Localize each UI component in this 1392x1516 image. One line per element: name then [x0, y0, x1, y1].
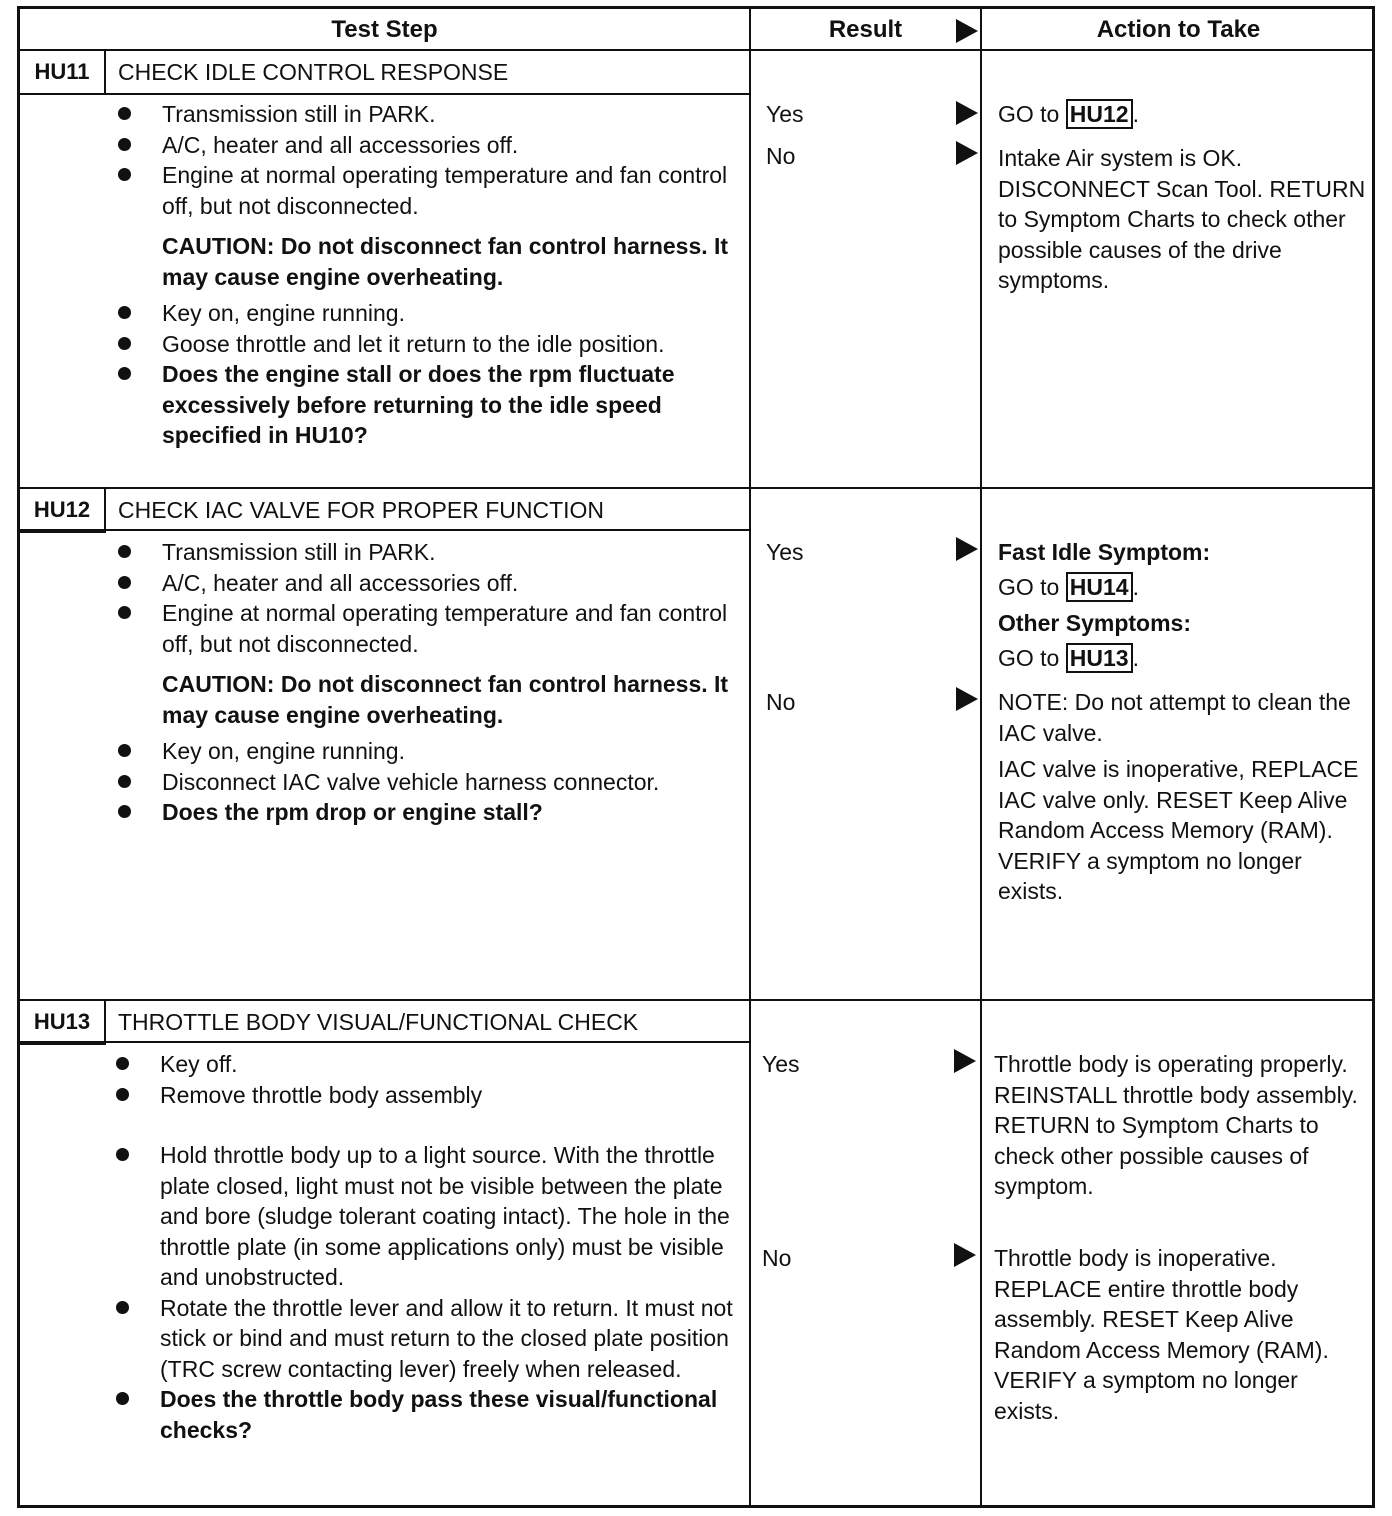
- hu11-result-no: No: [766, 143, 796, 169]
- hu12-title-row: [20, 489, 749, 531]
- bullet-icon: [118, 744, 131, 757]
- bullet-icon: [118, 168, 131, 181]
- hu12-id: HU12: [33, 497, 91, 522]
- hu13-step: Hold throttle body up to a light source. With the throttle plate closed, light must not be visible between the plate and bore (sludge tolerant coating intact). The hole in the throttle plate (in some applications only) must be visible and unobstructed.: [108, 1140, 733, 1293]
- column-divider-action: [980, 9, 982, 1506]
- hu13-yes-action: Throttle body is operating properly. REINSTALL throttle body assembly. RETURN to Symptom Charts to check other possible causes of symptom.: [994, 1051, 1358, 1199]
- hu12-other-ref: HU13: [1066, 643, 1133, 673]
- bullet-icon: [116, 1057, 129, 1070]
- hu13-step: Remove throttle body assembly: [108, 1080, 733, 1111]
- hu11-caution: CAUTION: Do not disconnect fan control harness. It may cause engine overheating.: [162, 233, 729, 290]
- hu12-yes-arrow-icon: [956, 537, 978, 561]
- hu12-steps: [110, 537, 730, 828]
- hu13-gap: [108, 1110, 733, 1140]
- hu12-fast-idle-goto: GO to HU14 .: [998, 573, 1139, 600]
- bullet-icon: [118, 367, 131, 380]
- bullet-icon: [118, 805, 131, 818]
- bullet-icon: [116, 1301, 129, 1314]
- bullet-icon: [118, 107, 131, 120]
- diagnostic-table: [17, 6, 1375, 1508]
- hu13-title-row: [20, 1001, 749, 1043]
- hu12-no-note: NOTE: Do not attempt to clean the IAC valve.: [998, 689, 1351, 746]
- hu11-yes-arrow-icon: [956, 101, 978, 125]
- hu13-yes-arrow-icon: [954, 1049, 976, 1073]
- hu12-no-text: IAC valve is inoperative, REPLACE IAC valve only. RESET Keep Alive Random Access Memory (RAM). VERIFY a symptom no longer exists.: [998, 756, 1359, 904]
- hu13-result-no: No: [762, 1245, 792, 1271]
- bullet-icon: [116, 1088, 129, 1101]
- hu11-title-divider: [20, 93, 749, 95]
- hu11-step: Goose throttle and let it return to the idle position.: [110, 329, 730, 360]
- hu13-no-arrow-icon: [954, 1243, 976, 1267]
- hu12-question: Does the rpm drop or engine stall?: [110, 797, 730, 828]
- hu11-goto-ref: HU12: [1066, 99, 1133, 129]
- hu13-title: THROTTLE BODY VISUAL/FUNCTIONAL CHECK: [118, 1009, 639, 1035]
- hu12-no-action: [998, 687, 1368, 907]
- hu11-question: Does the engine stall or does the rpm fluctuate excessively before returning to the idle speed specified in HU10?: [110, 359, 730, 451]
- hu12-other-label: Other Symptoms:: [998, 610, 1191, 636]
- bullet-icon: [116, 1392, 129, 1405]
- hu12-other-goto: GO to HU13 .: [998, 644, 1139, 671]
- hu11-title: CHECK IDLE CONTROL RESPONSE: [118, 59, 509, 85]
- header-action: Action to Take: [1096, 16, 1261, 43]
- hu12-step: Transmission still in PARK.: [110, 537, 730, 568]
- header-arrow-icon: [956, 19, 978, 43]
- hu13-id-box: [20, 1001, 106, 1045]
- hu11-yes-action: GO to HU12 .: [998, 101, 1139, 127]
- bullet-icon: [118, 576, 131, 589]
- hu13-steps: [108, 1049, 733, 1445]
- hu13-question: Does the throttle body pass these visual/functional checks?: [108, 1384, 733, 1445]
- hu13-result-yes: Yes: [762, 1051, 800, 1077]
- bullet-icon: [118, 138, 131, 151]
- header-result: Result: [828, 16, 903, 43]
- hu12-no-arrow-icon: [956, 687, 978, 711]
- hu11-step: Transmission still in PARK.: [110, 99, 730, 130]
- hu12-fast-idle-label: Fast Idle Symptom:: [998, 539, 1211, 565]
- bullet-icon: [116, 1148, 129, 1161]
- hu12-id-box: [20, 489, 106, 533]
- hu12-yes-action: [998, 537, 1368, 673]
- hu12-fast-idle-ref: HU14: [1066, 572, 1133, 602]
- hu11-title-row: [20, 51, 749, 93]
- hu12-step: A/C, heater and all accessories off.: [110, 568, 730, 599]
- hu11-no-action: Intake Air system is OK. DISCONNECT Scan Tool. RETURN to Symptom Charts to check other possible causes of the drive symptoms.: [998, 145, 1366, 293]
- hu13-step: Key off.: [108, 1049, 733, 1080]
- hu11-no-arrow-icon: [956, 141, 978, 165]
- hu13-no-action: Throttle body is inoperative. REPLACE entire throttle body assembly. RESET Keep Alive Random Access Memory (RAM). VERIFY a symptom no longer exists.: [994, 1245, 1329, 1424]
- hu12-step: Key on, engine running.: [110, 736, 730, 767]
- hu11-step: Engine at normal operating temperature and fan control off, but not disconnected.: [110, 160, 730, 221]
- hu11-steps: [110, 99, 730, 451]
- header-test-step: Test Step: [331, 16, 438, 43]
- hu13-title-divider: [20, 1041, 749, 1043]
- hu11-result-yes: Yes: [766, 101, 804, 127]
- hu11-step: A/C, heater and all accessories off.: [110, 130, 730, 161]
- hu11-id: HU11: [34, 59, 90, 84]
- hu11-id-box: [20, 51, 106, 95]
- hu13-step: Rotate the throttle lever and allow it to return. It must not stick or bind and must return to the closed plate position (TRC screw contacting lever) freely when released.: [108, 1293, 733, 1385]
- bullet-icon: [118, 606, 131, 619]
- bullet-icon: [118, 775, 131, 788]
- bullet-icon: [118, 306, 131, 319]
- hu12-title-divider: [20, 529, 749, 531]
- bullet-icon: [118, 337, 131, 350]
- hu12-title: CHECK IAC VALVE FOR PROPER FUNCTION: [118, 497, 605, 523]
- hu11-step: Key on, engine running.: [110, 298, 730, 329]
- column-divider-result: [749, 9, 751, 1506]
- hu13-id: HU13: [33, 1009, 91, 1034]
- hu12-result-no: No: [766, 689, 796, 715]
- hu12-step: Engine at normal operating temperature and fan control off, but not disconnected.: [110, 598, 730, 659]
- hu12-step: Disconnect IAC valve vehicle harness connector.: [110, 767, 730, 798]
- hu12-result-yes: Yes: [766, 539, 804, 565]
- bullet-icon: [118, 545, 131, 558]
- hu12-caution: CAUTION: Do not disconnect fan control harness. It may cause engine overheating.: [162, 671, 729, 728]
